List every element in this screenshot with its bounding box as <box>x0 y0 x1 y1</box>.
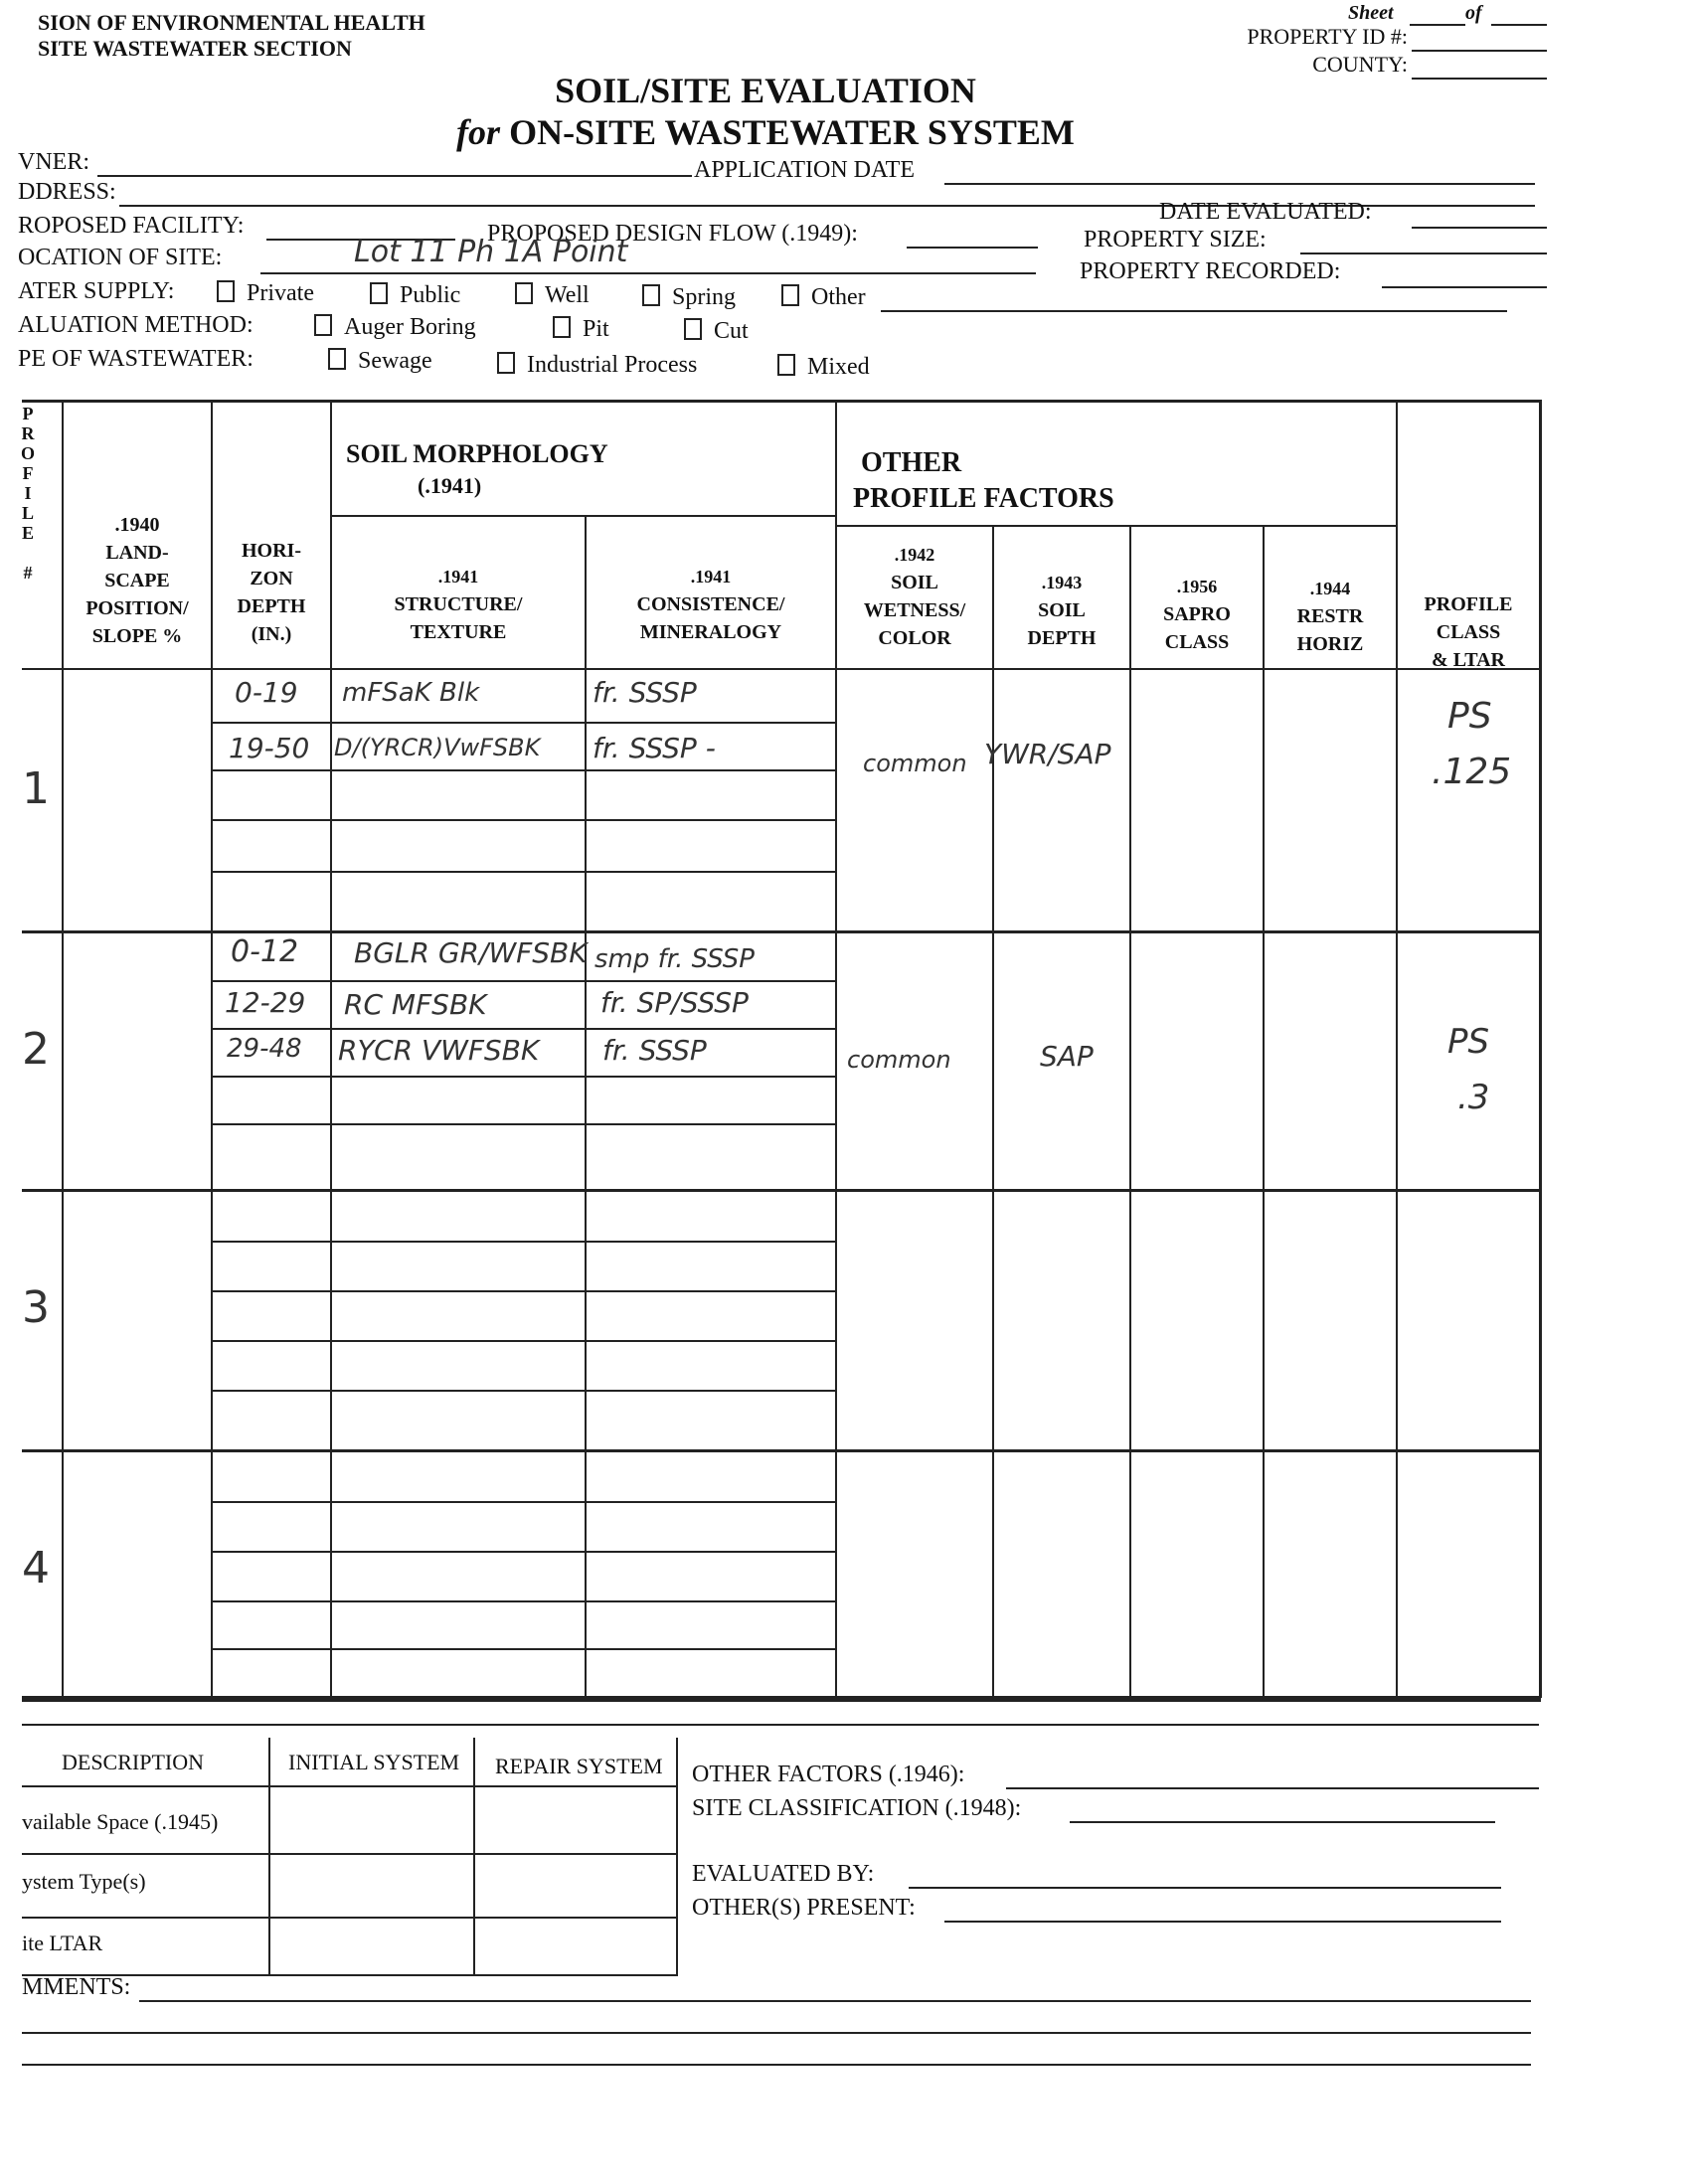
structure-cell[interactable]: D/(YRCR)VwFSBK <box>334 734 541 761</box>
water-other-field[interactable] <box>881 310 1507 312</box>
property-id-field[interactable] <box>1412 50 1547 52</box>
evaluation-method-label: ALUATION METHOD: <box>18 312 254 338</box>
date-evaluated-label: DATE EVALUATED: <box>1159 199 1372 225</box>
consistence-cell[interactable]: fr. SSSP - <box>593 732 716 764</box>
eval-option-auger[interactable]: Auger Boring <box>314 314 476 341</box>
horizon-depth-cell[interactable]: 19-50 <box>229 732 310 764</box>
comments-label: MMENTS: <box>22 1974 131 2000</box>
checkbox-icon <box>217 280 235 302</box>
form-subtitle-for: for <box>456 112 501 152</box>
evaluated-by-label: EVALUATED BY: <box>692 1861 875 1887</box>
site-classification-label: SITE CLASSIFICATION (.1948): <box>692 1795 1022 1821</box>
consistence-header: .1941 CONSISTENCE/ MINERALOGY <box>636 567 785 643</box>
soil-depth-cell[interactable]: SAP <box>1040 1040 1094 1073</box>
repair-system-header: REPAIR SYSTEM <box>495 1754 663 1778</box>
restr-horiz-header: .1944 RESTR HORIZ <box>1296 579 1364 655</box>
address-label: DDRESS: <box>18 179 116 205</box>
structure-cell[interactable]: RC MFSBK <box>344 988 487 1021</box>
profile-class-cell[interactable]: PS <box>1447 696 1492 737</box>
site-ltar-label: ite LTAR <box>22 1931 103 1955</box>
form-title: SOIL/SITE EVALUATION <box>555 71 976 110</box>
eval-option-cut[interactable]: Cut <box>684 318 749 345</box>
ww-option-sewage[interactable]: Sewage <box>328 348 432 375</box>
property-recorded-field[interactable] <box>1382 286 1547 288</box>
site-classification-field[interactable] <box>1070 1821 1495 1823</box>
soil-depth-cell[interactable]: YWR/SAP <box>984 738 1111 770</box>
profile-factors-header: PROFILE FACTORS <box>853 483 1114 514</box>
section-name: SITE WASTEWATER SECTION <box>38 36 352 61</box>
checkbox-icon <box>642 284 660 306</box>
profile-vertical-label: P R O F I L E # <box>20 404 35 583</box>
comments-line[interactable] <box>22 2064 1531 2066</box>
profile-number: 2 <box>22 1024 50 1075</box>
horizon-depth-cell[interactable]: 12-29 <box>225 986 306 1019</box>
consistence-cell[interactable]: smp fr. SSSP <box>594 944 755 974</box>
date-evaluated-field[interactable] <box>1412 227 1547 229</box>
sapro-class-header: .1956 SAPRO CLASS <box>1163 577 1231 653</box>
profile-number: 4 <box>22 1543 50 1594</box>
owner-field[interactable] <box>97 175 692 177</box>
water-option-other[interactable]: Other <box>781 284 866 311</box>
sheet-label: Sheet <box>1348 2 1394 24</box>
sheet-total-field[interactable] <box>1491 24 1547 26</box>
soil-depth-header: .1943 SOIL DEPTH <box>1027 573 1097 649</box>
soil-morphology-code: (.1941) <box>418 473 482 498</box>
ww-option-industrial[interactable]: Industrial Process <box>497 352 697 379</box>
of-label: of <box>1465 2 1482 24</box>
profile-number: 3 <box>22 1282 50 1333</box>
checkbox-icon <box>370 282 388 304</box>
checkbox-icon <box>684 318 702 340</box>
soil-morphology-header: SOIL MORPHOLOGY <box>346 439 608 468</box>
water-option-public[interactable]: Public <box>370 282 460 309</box>
ww-option-mixed[interactable]: Mixed <box>777 354 870 381</box>
horizon-depth-cell[interactable]: 0-12 <box>231 934 299 969</box>
soil-wetness-header: .1942 SOIL WETNESS/ COLOR <box>863 545 966 649</box>
design-flow-field[interactable] <box>907 247 1038 249</box>
ltar-cell[interactable]: .3 <box>1457 1078 1490 1117</box>
checkbox-icon <box>777 354 795 376</box>
sheet-field[interactable] <box>1410 24 1465 26</box>
property-recorded-label: PROPERTY RECORDED: <box>1080 258 1341 284</box>
structure-cell[interactable]: RYCR VWFSBK <box>338 1034 540 1067</box>
wetness-cell[interactable]: common <box>847 1046 951 1074</box>
initial-system-header: INITIAL SYSTEM <box>288 1750 460 1774</box>
application-date-label: APPLICATION DATE <box>694 157 915 183</box>
owner-label: VNER: <box>18 149 89 175</box>
description-header: DESCRIPTION <box>62 1750 205 1774</box>
location-label: OCATION OF SITE: <box>18 245 223 270</box>
location-handwritten: Lot 11 Ph 1A Point <box>354 235 628 269</box>
consistence-cell[interactable]: fr. SSSP <box>593 676 697 709</box>
checkbox-icon <box>553 316 571 338</box>
consistence-cell[interactable]: fr. SSSP <box>602 1034 707 1067</box>
horizon-depth-header: HORI- ZON DEPTH (IN.) <box>237 540 306 645</box>
horizon-depth-cell[interactable]: 29-48 <box>227 1034 302 1064</box>
county-label: COUNTY: <box>1312 52 1408 77</box>
water-option-private[interactable]: Private <box>217 280 314 307</box>
property-size-field[interactable] <box>1300 252 1547 254</box>
application-date-field[interactable] <box>944 183 1535 185</box>
water-option-well[interactable]: Well <box>515 282 590 309</box>
system-types-label: ystem Type(s) <box>22 1869 146 1894</box>
checkbox-icon <box>497 352 515 374</box>
checkbox-icon <box>314 314 332 336</box>
comments-line[interactable] <box>22 2032 1531 2034</box>
water-supply-label: ATER SUPPLY: <box>18 278 175 304</box>
comments-field[interactable] <box>139 2000 1531 2002</box>
profile-class-header: PROFILE CLASS & LTAR <box>1424 593 1513 671</box>
other-factors-field[interactable] <box>1006 1787 1539 1789</box>
landscape-header: .1940 LAND- SCAPE POSITION/ SLOPE % <box>85 514 189 647</box>
structure-header: .1941 STRUCTURE/ TEXTURE <box>394 567 523 643</box>
evaluated-by-field[interactable] <box>909 1887 1501 1889</box>
form-subtitle-text: ON-SITE WASTEWATER SYSTEM <box>509 112 1075 152</box>
profile-number: 1 <box>22 763 50 814</box>
ltar-cell[interactable]: .125 <box>1432 752 1512 792</box>
wastewater-type-label: PE OF WASTEWATER: <box>18 346 254 372</box>
property-id-label: PROPERTY ID #: <box>1247 24 1408 49</box>
checkbox-icon <box>781 284 799 306</box>
property-size-label: PROPERTY SIZE: <box>1084 227 1267 252</box>
available-space-label: vailable Space (.1945) <box>22 1809 219 1834</box>
other-factors-label: OTHER FACTORS (.1946): <box>692 1762 965 1787</box>
horizon-depth-cell[interactable]: 0-19 <box>235 676 298 709</box>
water-option-spring[interactable]: Spring <box>642 284 736 311</box>
form-subtitle <box>0 111 1531 153</box>
division-name: SION OF ENVIRONMENTAL HEALTH <box>38 10 425 35</box>
checkbox-icon <box>328 348 346 370</box>
structure-cell[interactable]: mFSaK Blk <box>342 678 480 708</box>
location-field[interactable] <box>260 272 1036 274</box>
wetness-cell[interactable]: common <box>863 750 967 777</box>
others-present-field[interactable] <box>944 1921 1501 1923</box>
consistence-cell[interactable]: fr. SP/SSSP <box>600 986 749 1019</box>
proposed-facility-label: ROPOSED FACILITY: <box>18 213 245 239</box>
structure-cell[interactable]: BGLR GR/WFSBK <box>354 936 588 969</box>
profile-class-cell[interactable]: PS <box>1447 1022 1490 1062</box>
design-flow-label: PROPOSED DESIGN FLOW (.1949): <box>487 221 858 247</box>
eval-option-pit[interactable]: Pit <box>553 316 609 343</box>
checkbox-icon <box>515 282 533 304</box>
others-present-label: OTHER(S) PRESENT: <box>692 1895 916 1921</box>
other-factors-header: OTHER <box>861 447 962 478</box>
